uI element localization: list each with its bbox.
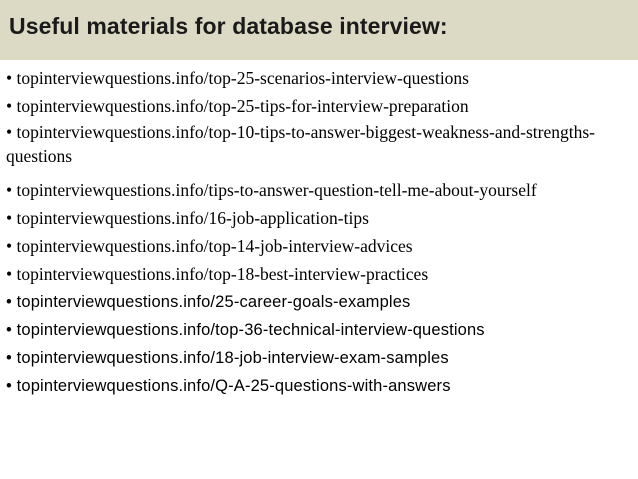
link-text[interactable]: topinterviewquestions.info/tips-to-answer-question-tell-me-about-yourself <box>16 180 537 200</box>
slide-title: Useful materials for database interview: <box>9 13 448 39</box>
list-item <box>6 204 632 232</box>
bullet: • <box>6 122 13 142</box>
list-item <box>6 232 632 260</box>
bullet: • <box>6 96 13 116</box>
link-text[interactable]: topinterviewquestions.info/top-14-job-interview-advices <box>16 236 413 256</box>
title-bar <box>0 0 638 60</box>
link-text[interactable]: topinterviewquestions.info/Q-A-25-questions-with-answers <box>16 377 451 395</box>
list-item <box>6 176 632 204</box>
bullet: • <box>6 349 12 367</box>
link-text[interactable]: topinterviewquestions.info/25-career-goals-examples <box>16 293 411 311</box>
list-item <box>6 344 632 372</box>
link-text[interactable]: topinterviewquestions.info/top-18-best-interview-practices <box>16 264 429 284</box>
list-item <box>6 92 632 120</box>
link-text[interactable]: topinterviewquestions.info/top-25-scenarios-interview-questions <box>16 68 469 88</box>
bullet: • <box>6 180 13 200</box>
bullet: • <box>6 236 13 256</box>
link-text[interactable]: topinterviewquestions.info/top-36-technical-interview-questions <box>16 321 485 339</box>
bullet: • <box>6 377 12 395</box>
list-item <box>6 316 632 344</box>
link-text[interactable]: topinterviewquestions.info/18-job-interview-exam-samples <box>16 349 449 367</box>
bullet: • <box>6 264 13 284</box>
bullet: • <box>6 68 13 88</box>
list-item <box>6 260 632 288</box>
link-text[interactable]: topinterviewquestions.info/16-job-application-tips <box>16 208 369 228</box>
list-item <box>6 64 632 92</box>
bullet: • <box>6 293 12 311</box>
list-item <box>6 120 632 176</box>
list-item <box>6 372 632 400</box>
materials-list <box>6 64 632 400</box>
list-item <box>6 288 632 316</box>
link-text[interactable]: topinterviewquestions.info/top-25-tips-for-interview-preparation <box>16 96 469 116</box>
bullet: • <box>6 321 12 339</box>
link-text[interactable]: topinterviewquestions.info/top-10-tips-to-answer-biggest-weakness-and-strengths-questions <box>6 122 595 166</box>
bullet: • <box>6 208 13 228</box>
